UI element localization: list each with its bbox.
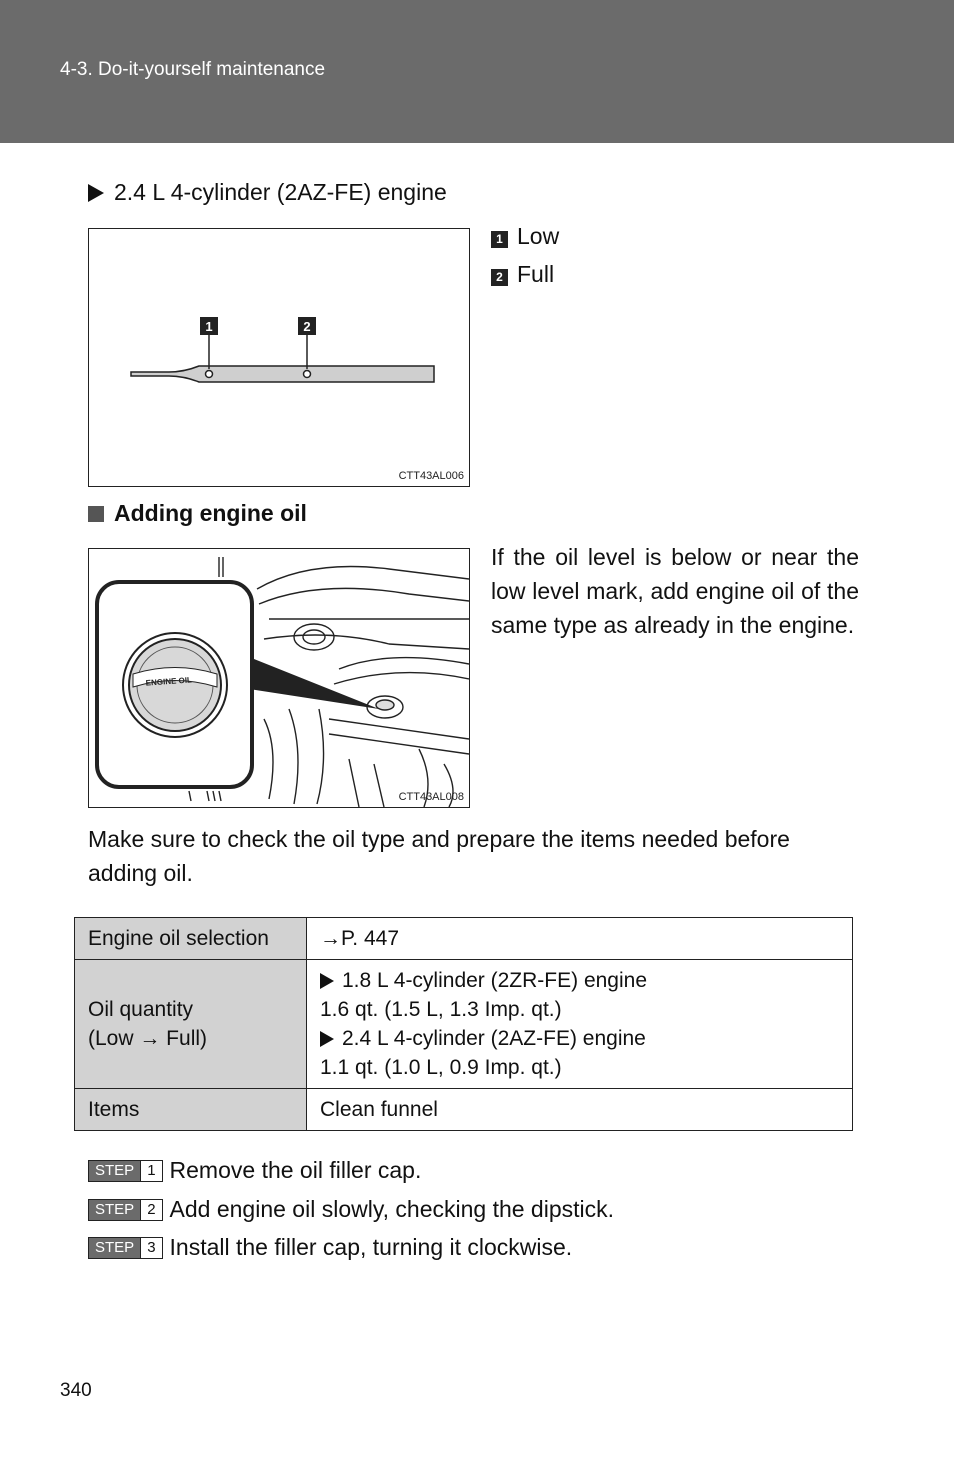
table-label-cell: Engine oil selection	[75, 918, 307, 960]
table-value-cell: 1.8 L 4-cylinder (2ZR-FE) engine 1.6 qt. (1.5 L, 1.3 Imp. qt.) 2.4 L 4-cylinder (2AZ-FE) engine 1.1 qt. (1.0 L, 0.9 Imp. qt.)	[307, 960, 853, 1089]
triangle-bullet-icon	[320, 1031, 334, 1047]
table-row	[75, 960, 853, 1089]
dipstick-figure	[88, 228, 470, 487]
legend-item-full: 2 Full	[491, 257, 554, 291]
engine-heading: 2.4 L 4-cylinder (2AZ-FE) engine	[88, 175, 447, 209]
step-badge: STEP 2	[88, 1199, 163, 1221]
legend-item-low: 1 Low	[491, 219, 559, 253]
figure-code: CTT43AL008	[398, 791, 464, 803]
step-badge: STEP 3	[88, 1237, 163, 1259]
table-row	[75, 1089, 853, 1131]
page-header-band	[0, 0, 954, 143]
page-number: 340	[60, 1380, 92, 1401]
table-value-cell: Clean funnel	[307, 1089, 853, 1131]
step-2: STEP 2 Add engine oil slowly, checking the dipstick.	[88, 1194, 614, 1224]
table-label-cell: Items	[75, 1089, 307, 1131]
adding-oil-heading: Adding engine oil	[88, 496, 307, 530]
section-title: 4-3. Do-it-yourself maintenance	[60, 59, 326, 80]
dipstick-illustration	[89, 229, 469, 486]
table-label-cell: Oil quantity (Low → Full)	[75, 960, 307, 1089]
triangle-bullet-icon	[320, 973, 334, 989]
oil-cap-figure	[88, 548, 470, 808]
number-badge: 1	[491, 231, 508, 248]
step-badge: STEP 1	[88, 1160, 163, 1182]
preparation-note: Make sure to check the oil type and prepare the items needed before adding oil.	[88, 826, 790, 886]
adding-oil-paragraph: If the oil level is below or near the low level mark, add engine oil of the same type as already in the engine.	[491, 544, 859, 638]
figure-code: CTT43AL006	[398, 470, 464, 482]
step-1: STEP 1 Remove the oil filler cap.	[88, 1155, 421, 1185]
cap-engine-oil-text: ENGINE OIL	[145, 675, 193, 688]
step-3: STEP 3 Install the filler cap, turning it clockwise.	[88, 1232, 572, 1262]
marker-1-label: 1	[205, 319, 213, 334]
engine-bay-illustration	[89, 549, 469, 807]
table-row	[75, 918, 853, 960]
oil-spec-table	[74, 917, 853, 1131]
table-value-cell: →P. 447	[307, 918, 853, 960]
marker-2-label: 2	[303, 319, 311, 334]
number-badge: 2	[491, 269, 508, 286]
triangle-bullet-icon	[88, 184, 104, 202]
square-bullet-icon	[88, 506, 104, 522]
